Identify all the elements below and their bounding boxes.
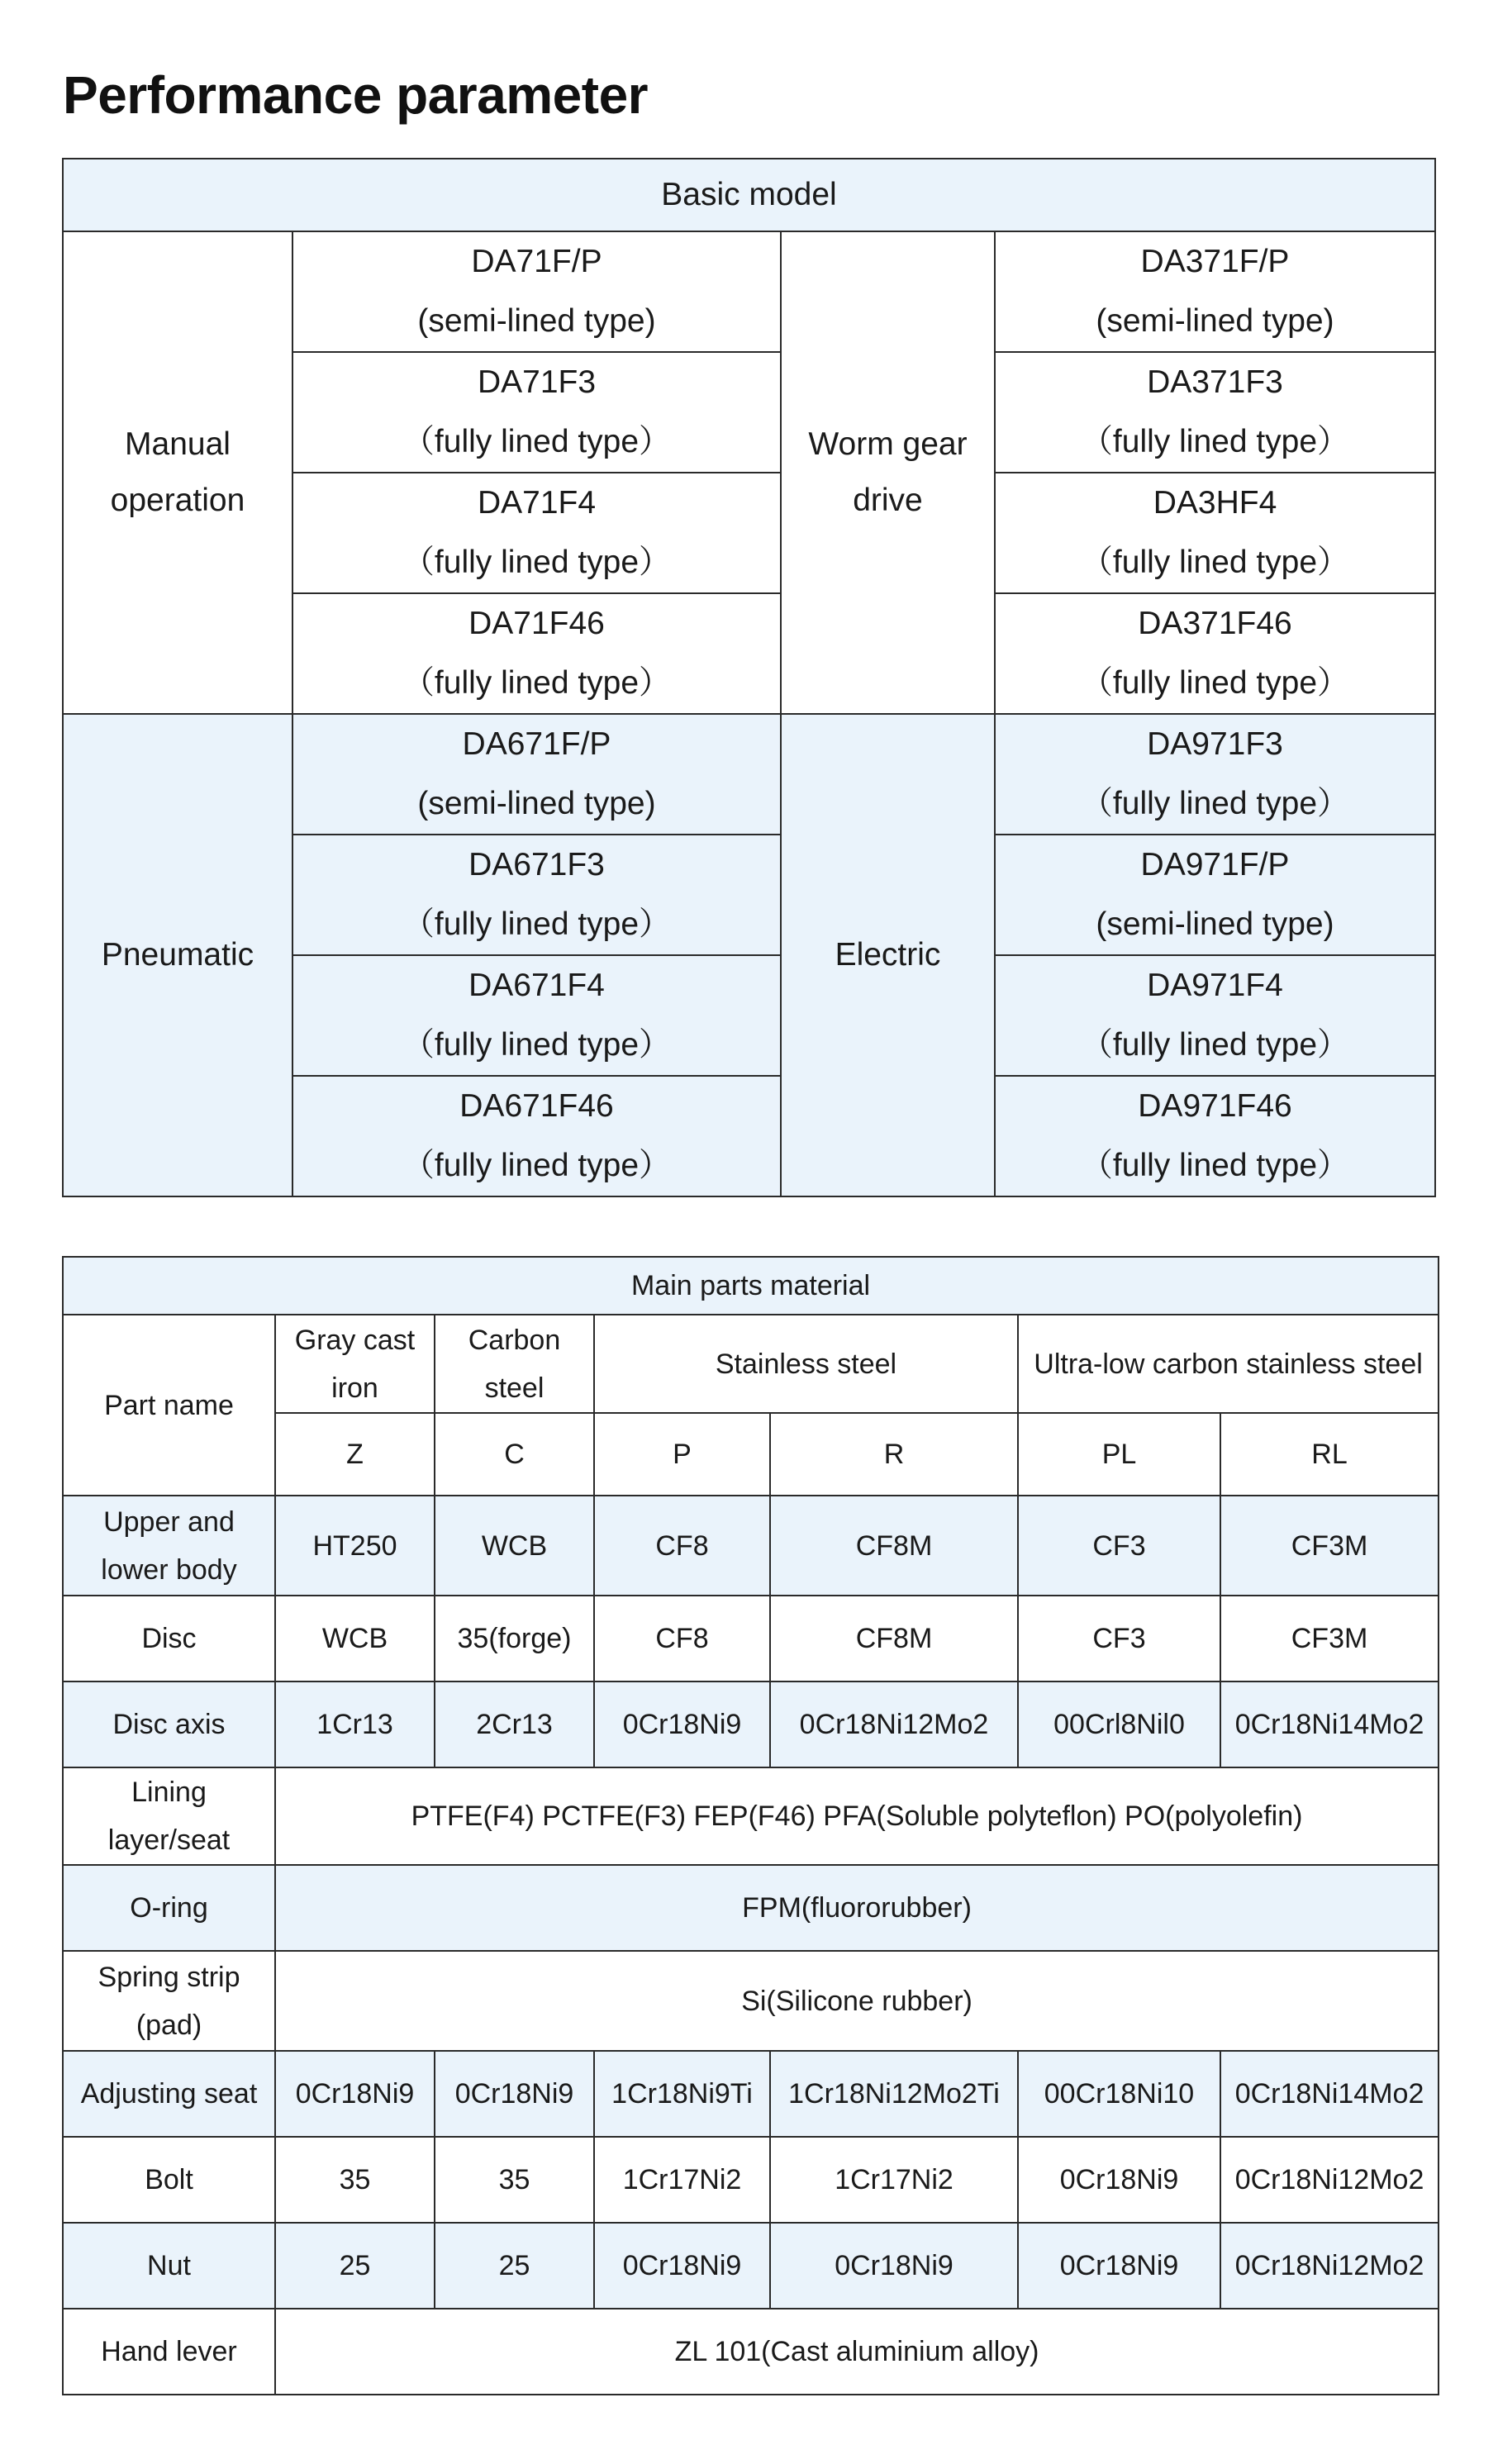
table-cell: 1Cr13 — [275, 1682, 435, 1767]
model-cell — [292, 473, 781, 593]
material-header-stainless-steel: Stainless steel — [594, 1315, 1018, 1413]
model-cell — [292, 835, 781, 955]
part-name: Upper and lower body — [63, 1496, 275, 1596]
group-label-manual-operation: Manual operation — [63, 231, 292, 714]
group-label-electric: Electric — [781, 714, 995, 1196]
table-row — [63, 1767, 1439, 1865]
model-code: DA671F4 — [468, 968, 605, 1003]
table-cell: 1Cr17Ni2 — [770, 2137, 1018, 2223]
table-cell: 0Cr18Ni9 — [594, 1682, 770, 1767]
table-row — [63, 1865, 1439, 1951]
model-type: (semi-lined type) — [417, 303, 656, 339]
part-name: Adjusting seat — [63, 2051, 275, 2137]
model-code: DA71F4 — [477, 485, 597, 521]
part-name: Nut — [63, 2223, 275, 2309]
table-cell: CF8M — [770, 1596, 1018, 1682]
part-name: O-ring — [63, 1865, 275, 1951]
material-code: R — [770, 1413, 1018, 1496]
model-row — [63, 231, 1435, 352]
model-code: DA971F/P — [1140, 847, 1290, 882]
table-row — [63, 2223, 1439, 2309]
table-row — [63, 1596, 1439, 1682]
model-cell — [995, 352, 1435, 473]
table-cell: CF3M — [1220, 1596, 1439, 1682]
merged-cell: Si(Silicone rubber) — [275, 1951, 1439, 2051]
model-code: DA971F3 — [1147, 726, 1283, 762]
model-code: DA971F46 — [1138, 1088, 1292, 1124]
model-type: （fully lined type） — [1080, 665, 1350, 701]
material-header-carbon-steel: Carbon steel — [435, 1315, 594, 1413]
table-cell: CF8 — [594, 1496, 770, 1596]
table-cell: 1Cr18Ni9Ti — [594, 2051, 770, 2137]
model-code: DA371F46 — [1138, 606, 1292, 641]
model-cell — [995, 593, 1435, 714]
table-cell: 0Cr18Ni14Mo2 — [1220, 1682, 1439, 1767]
basic-model-title: Basic model — [63, 159, 1435, 231]
model-type: （fully lined type） — [402, 424, 672, 459]
table-cell: WCB — [275, 1596, 435, 1682]
model-code: DA671F46 — [459, 1088, 614, 1124]
part-name: Disc axis — [63, 1682, 275, 1767]
page-title: Performance parameter — [63, 65, 649, 125]
table-cell: 25 — [435, 2223, 594, 2309]
table-cell: 1Cr17Ni2 — [594, 2137, 770, 2223]
model-type: （fully lined type） — [402, 1027, 672, 1063]
table-row — [63, 1951, 1439, 2051]
material-header-ultra-low-carbon: Ultra-low carbon stainless steel — [1018, 1315, 1439, 1413]
group-label-worm-gear-drive: Worm gear drive — [781, 231, 995, 714]
material-code: C — [435, 1413, 594, 1496]
model-cell — [292, 352, 781, 473]
model-type: （fully lined type） — [1080, 786, 1350, 821]
table-cell: 0Cr18Ni9 — [770, 2223, 1018, 2309]
table-cell: 35 — [275, 2137, 435, 2223]
part-name: Bolt — [63, 2137, 275, 2223]
part-name: Hand lever — [63, 2309, 275, 2395]
table-cell: HT250 — [275, 1496, 435, 1596]
table-cell: 0Cr18Ni9 — [594, 2223, 770, 2309]
table-cell: WCB — [435, 1496, 594, 1596]
merged-cell: FPM(fluororubber) — [275, 1865, 1439, 1951]
model-type: （fully lined type） — [402, 1148, 672, 1183]
table-cell: 1Cr18Ni12Mo2Ti — [770, 2051, 1018, 2137]
table-cell: CF8M — [770, 1496, 1018, 1596]
model-type: （fully lined type） — [1080, 424, 1350, 459]
table-cell: 0Cr18Ni9 — [435, 2051, 594, 2137]
table-cell: 0Cr18Ni12Mo2 — [1220, 2137, 1439, 2223]
model-cell — [995, 714, 1435, 835]
model-code: DA71F/P — [471, 244, 602, 279]
model-cell — [995, 835, 1435, 955]
table-cell: CF3 — [1018, 1596, 1220, 1682]
merged-cell: ZL 101(Cast aluminium alloy) — [275, 2309, 1439, 2395]
model-cell — [995, 231, 1435, 352]
table-cell: 0Cr18Ni9 — [1018, 2137, 1220, 2223]
model-cell — [995, 1076, 1435, 1196]
model-cell — [995, 473, 1435, 593]
material-code: RL — [1220, 1413, 1439, 1496]
table-cell: CF8 — [594, 1596, 770, 1682]
model-type: （fully lined type） — [402, 906, 672, 942]
model-code: DA971F4 — [1147, 968, 1283, 1003]
model-type: (semi-lined type) — [1096, 303, 1334, 339]
table-cell: 35 — [435, 2137, 594, 2223]
model-code: DA671F/P — [462, 726, 611, 762]
part-name: Lining layer/seat — [63, 1767, 275, 1865]
material-code: P — [594, 1413, 770, 1496]
table-cell: 0Cr18Ni14Mo2 — [1220, 2051, 1439, 2137]
table-cell: 2Cr13 — [435, 1682, 594, 1767]
model-cell — [292, 231, 781, 352]
model-code: DA3HF4 — [1153, 485, 1277, 521]
table-cell: 0Cr18Ni12Mo2 — [1220, 2223, 1439, 2309]
material-code: Z — [275, 1413, 435, 1496]
table-row — [63, 2137, 1439, 2223]
table-cell: 00Crl8Nil0 — [1018, 1682, 1220, 1767]
model-code: DA371F3 — [1147, 364, 1283, 400]
model-cell — [292, 593, 781, 714]
part-name: Disc — [63, 1596, 275, 1682]
table-cell: CF3M — [1220, 1496, 1439, 1596]
model-type: （fully lined type） — [1080, 545, 1350, 580]
table-row — [63, 1496, 1439, 1596]
basic-model-table — [62, 158, 1436, 1197]
model-type: (semi-lined type) — [417, 786, 656, 821]
material-header-gray-cast-iron: Gray cast iron — [275, 1315, 435, 1413]
table-row — [63, 1682, 1439, 1767]
table-cell: 0Cr18Ni9 — [1018, 2223, 1220, 2309]
model-type: (semi-lined type) — [1096, 906, 1334, 942]
model-cell — [995, 955, 1435, 1076]
model-type: （fully lined type） — [402, 545, 672, 580]
model-code: DA71F46 — [468, 606, 605, 641]
group-label-pneumatic: Pneumatic — [63, 714, 292, 1196]
part-name-header: Part name — [63, 1315, 275, 1496]
model-code: DA371F/P — [1140, 244, 1290, 279]
table-cell: 0Cr18Ni9 — [275, 2051, 435, 2137]
table-cell: 00Cr18Ni10 — [1018, 2051, 1220, 2137]
model-cell — [292, 714, 781, 835]
table-cell: 0Cr18Ni12Mo2 — [770, 1682, 1018, 1767]
materials-table — [62, 1256, 1439, 2395]
model-code: DA71F3 — [477, 364, 597, 400]
model-type: （fully lined type） — [1080, 1148, 1350, 1183]
model-code: DA671F3 — [468, 847, 605, 882]
part-name: Spring strip (pad) — [63, 1951, 275, 2051]
model-type: （fully lined type） — [402, 665, 672, 701]
model-row — [63, 714, 1435, 835]
model-cell — [292, 955, 781, 1076]
table-cell: CF3 — [1018, 1496, 1220, 1596]
material-code: PL — [1018, 1413, 1220, 1496]
model-type: （fully lined type） — [1080, 1027, 1350, 1063]
model-cell — [292, 1076, 781, 1196]
table-cell: 35(forge) — [435, 1596, 594, 1682]
table-row — [63, 2309, 1439, 2395]
table-cell: 25 — [275, 2223, 435, 2309]
materials-title: Main parts material — [63, 1257, 1439, 1315]
table-row — [63, 2051, 1439, 2137]
merged-cell: PTFE(F4) PCTFE(F3) FEP(F46) PFA(Soluble polyteflon) PO(polyolefin) — [275, 1767, 1439, 1865]
